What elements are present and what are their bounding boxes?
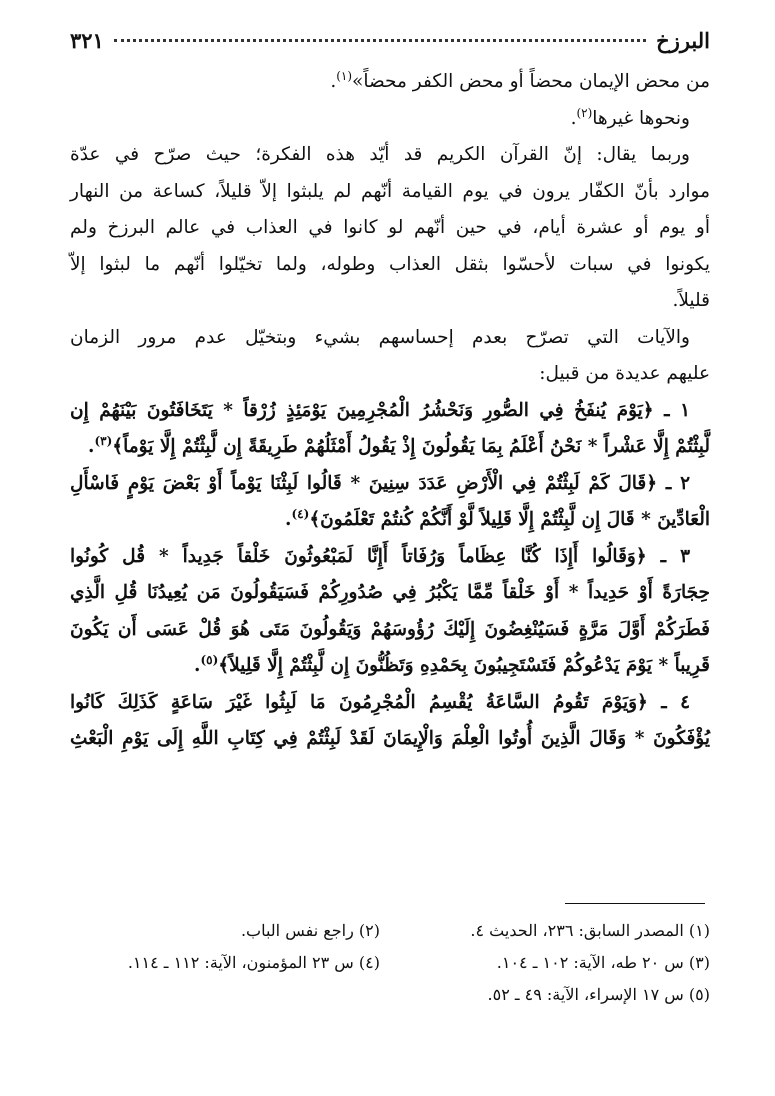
footnote-5: (٥) س ١٧ الإسراء، الآية: ٤٩ ـ ٥٢.: [487, 985, 710, 1004]
verse-line: حِجَارَةً أَوْ حَدِيداً * أَوْ خَلْقاً مِّمَّا يَكْبُرُ فِي صُدُورِكُمْ فَسَيَقُولُونَ مَن يُعِيدُنَا قُلِ الَّذِي: [70, 582, 710, 603]
verse-line: ٤ ـ ﴿وَيَوْمَ تَقُومُ السَّاعَةُ يُقْسِمُ الْمُجْرِمُونَ مَا لَبِثُوا غَيْرَ سَاعَةٍ كَذَلِكَ كَانُوا: [70, 691, 690, 713]
page-number: ٣٢١: [70, 28, 104, 53]
verse-line: يُؤْفَكُونَ * وَقَالَ الَّذِينَ أُوتُوا الْعِلْمَ وَالْإِيمَانَ لَقَدْ لَبِثْتُمْ فِي كِتَابِ اللَّهِ إِلَى يَوْمِ الْبَعْثِ: [70, 728, 710, 749]
footnote-row: [70, 915, 710, 947]
footnote-3: (٣) س ٢٠ طه، الآية: ١٠٢ ـ ١٠٤.: [496, 953, 710, 972]
text-line: ونحوها غيرها$^{(٢)}$.: [570, 105, 690, 129]
text-line: والآيات التي تصرّح بعدم إحساسهم بشيء وبتخيّل عدم مرور الزمان: [70, 326, 690, 348]
footnote-ref: (١): [336, 68, 353, 83]
footnote-ref: (٥): [200, 652, 219, 667]
header-dot-leader: [114, 39, 646, 42]
footnote-ref: (٤): [291, 506, 310, 521]
footnote-ref: (٣): [94, 433, 113, 448]
text-line: موارد بأنّ الكفّار يرون في يوم القيامة أنّهم لم يلبثوا إلاّ قليلاً، كساعة من النهار: [70, 180, 710, 202]
verse-line: الْعَادِّينَ * قَالَ إِن لَّبِثْتُمْ إِلَّا قَلِيلاً لَّوْ أَنَّكُمْ كُنتُمْ تَعْلَمُونَ﴾$^{(٤)}$.: [285, 506, 710, 530]
footnote-separator: [565, 903, 705, 904]
book-page: [70, 28, 710, 758]
verse-line: ١ ـ ﴿يَوْمَ يُنفَخُ فِي الصُّورِ وَنَحْشُرُ الْمُجْرِمِينَ يَوْمَئِذٍ زُرْقاً * يَتَخَافَتُونَ بَيْنَهُمْ إِن: [70, 399, 690, 421]
running-header: [70, 28, 710, 64]
footnotes: [70, 915, 710, 1011]
footnote-4: (٤) س ٢٣ المؤمنون، الآية: ١١٢ ـ ١١٤.: [127, 953, 380, 972]
footnote-ref: (٢): [576, 105, 593, 120]
chapter-title: البرزخ: [656, 28, 710, 53]
text-line: عليهم عديدة من قبيل:: [539, 363, 710, 384]
footnote-2: (٢) راجع نفس الباب.: [240, 921, 380, 940]
footnote-1: (١) المصدر السابق: ٢٣٦، الحديث ٤.: [470, 921, 710, 940]
text-line: وربما يقال: إنّ القرآن الكريم قد أيّد هذه الفكرة؛ حيث صرّح في عدّة: [70, 144, 690, 165]
text-line: يكونوا في سبات لأحسّوا بثقل العذاب وطوله، ولما تخيّلوا أنّهم ما لبثوا إلاّ: [70, 253, 710, 275]
footnote-row: [70, 979, 710, 1011]
verse-line: قَرِيباً * يَوْمَ يَدْعُوكُمْ فَتَسْتَجِيبُونَ بِحَمْدِهِ وَتَظُنُّونَ إِن لَّبِثْتُمْ إِلَّا قَلِيلاً﴾$^{(٥)}$.: [194, 652, 710, 676]
page-body: [70, 64, 710, 758]
verse-line: ٢ ـ ﴿قَالَ كَمْ لَبِثْتُمْ فِي الْأَرْضِ عَدَدَ سِنِينَ * قَالُوا لَبِثْنَا يَوْماً أَوْ بَعْضَ يَوْمٍ فَاسْأَلِ: [70, 472, 690, 494]
text-line: أو يوم أو عشرة أيام، في حين أنّهم لو كانوا في العذاب في عالم البرزخ ولم: [70, 217, 710, 238]
verse-line: لَّبِثْتُمْ إِلَّا عَشْراً * نَحْنُ أَعْلَمُ بِمَا يَقُولُونَ إِذْ يَقُولُ أَمْثَلُهُمْ طَرِيقَةً إِن لَّبِثْتُمْ إِلَّا يَوْماً﴾$^{(٣)}$.: [88, 433, 710, 457]
text-line: من محض الإيمان محضاً أو محض الكفر محضاً»$^{(١)}$.: [330, 68, 710, 92]
footnote-row: [70, 947, 710, 979]
verse-line: ٣ ـ ﴿وَقَالُوا أَإِذَا كُنَّا عِظَاماً وَرُفَاتاً أَإِنَّا لَمَبْعُوثُونَ خَلْقاً جَدِيداً * قُل كُونُوا: [70, 545, 690, 567]
text-line: قليلاً.: [672, 290, 710, 311]
verse-line: فَطَرَكُمْ أَوَّلَ مَرَّةٍ فَسَيُنْغِضُونَ إِلَيْكَ رُؤُوسَهُمْ وَيَقُولُونَ مَتَى هُوَ قُلْ عَسَى أَن يَكُونَ: [70, 618, 710, 640]
